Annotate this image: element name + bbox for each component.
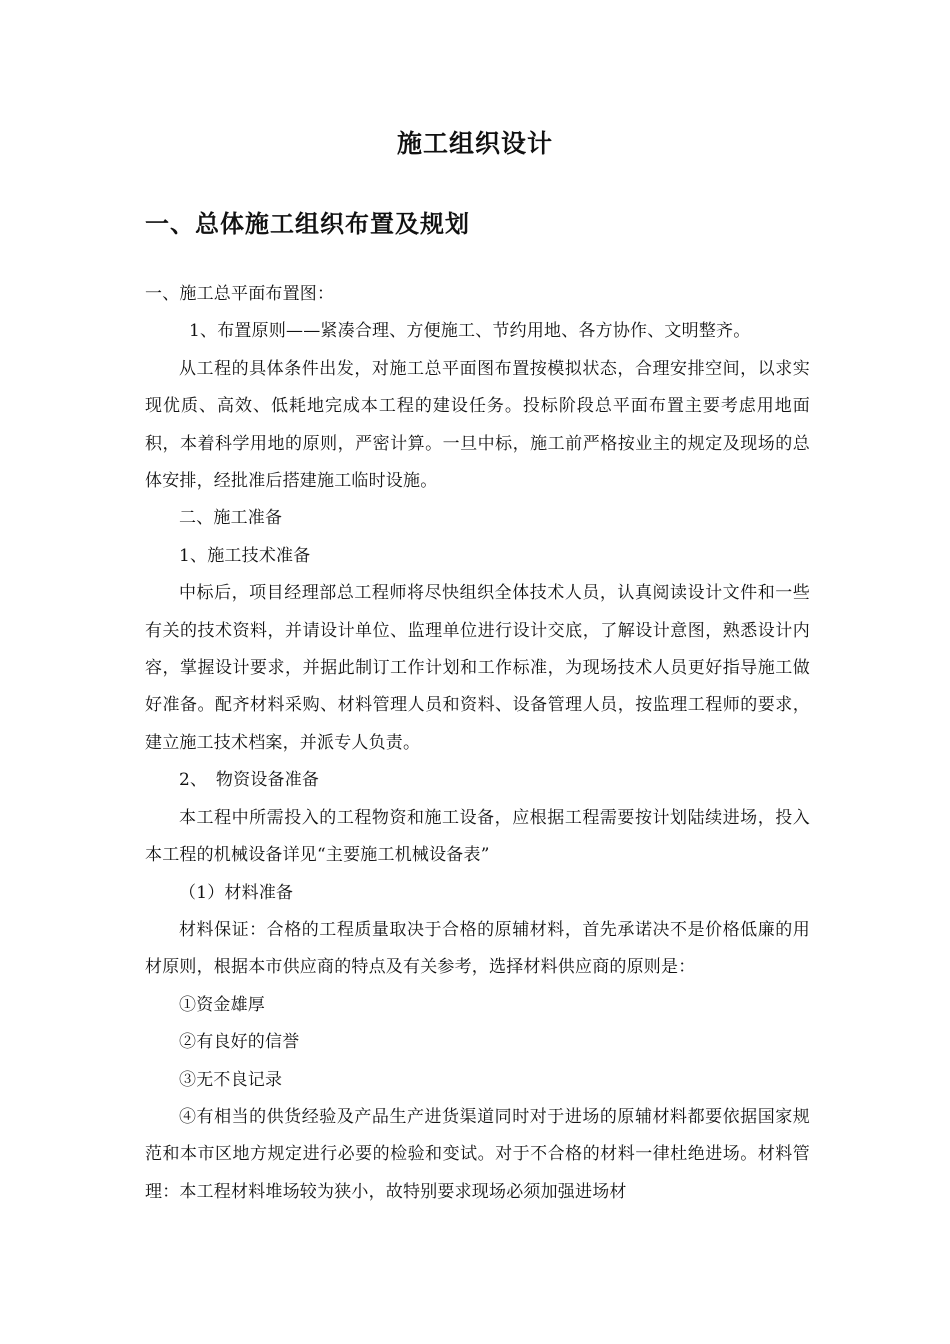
list-item-clean-record: ③无不良记录 <box>179 1069 283 1090</box>
paragraph-technical-preparation-body: 中标后，项目经理部总工程师将尽快组织全体技术人员，认真阅读设计文件和一些有关的技术资料，并请设计单位、监理单位进行设计交底，了解设计意图，熟悉设计内容，掌握设计要求，并据此制订工作计划和工作标准，为现场技术人员更好指导施工做好准备。配齐材料采购、材料管理人员和资料、设备管理人员，按监理工程师的要求，建立施工技术档案，并派专人负责。 <box>145 583 810 753</box>
list-item-supply-experience: ④有相当的供货经验及产品生产进货渠道同时对于进场的原辅材料都要依据国家规范和本市区地方规定进行必要的检验和变试。对于不合格的材料一律杜绝进场。材料管理：本工程材料堆场较为狭小，故特别要求现场必须加强进场材 <box>145 1106 810 1202</box>
paragraph-technical-preparation-heading: 1、施工技术准备 <box>179 545 311 566</box>
document-body <box>145 276 810 1211</box>
paragraph-material-preparation-heading: （1）材料准备 <box>179 882 294 903</box>
section-heading: 一、总体施工组织布置及规划 <box>145 210 470 238</box>
list-item-good-reputation: ②有良好的信誉 <box>179 1032 300 1053</box>
paragraph-material-guarantee: 材料保证：合格的工程质量取决于合格的原辅材料，首先承诺决不是价格低廉的用材原则，根据本市供应商的特点及有关参考，选择材料供应商的原则是： <box>145 919 810 978</box>
list-item-strong-capital: ①资金雄厚 <box>179 994 265 1015</box>
paragraph-site-layout-heading: 一、施工总平面布置图： <box>145 284 335 304</box>
document-title: 施工组织设计 <box>396 129 553 158</box>
paragraph-materials-equipment-body: 本工程中所需投入的工程物资和施工设备，应根据工程需要按计划陆续进场，投入本工程的机械设备详见“主要施工机械设备表” <box>145 807 810 866</box>
paragraph-materials-equipment-heading: 2、 物资设备准备 <box>179 770 320 791</box>
paragraph-layout-principle: 1、布置原则——紧凑合理、方便施工、节约用地、各方协作、文明整齐。 <box>189 321 751 342</box>
paragraph-layout-description: 从工程的具体条件出发，对施工总平面图布置按模拟状态，合理安排空间，以求实现优质、高效、低耗地完成本工程的建设任务。投标阶段总平面布置主要考虑用地面积，本着科学用地的原则，严密计算。一旦中标，施工前严格按业主的规定及现场的总体安排，经批准后搭建施工临时设施。 <box>145 358 810 492</box>
paragraph-construction-preparation-heading: 二、施工准备 <box>179 508 283 529</box>
